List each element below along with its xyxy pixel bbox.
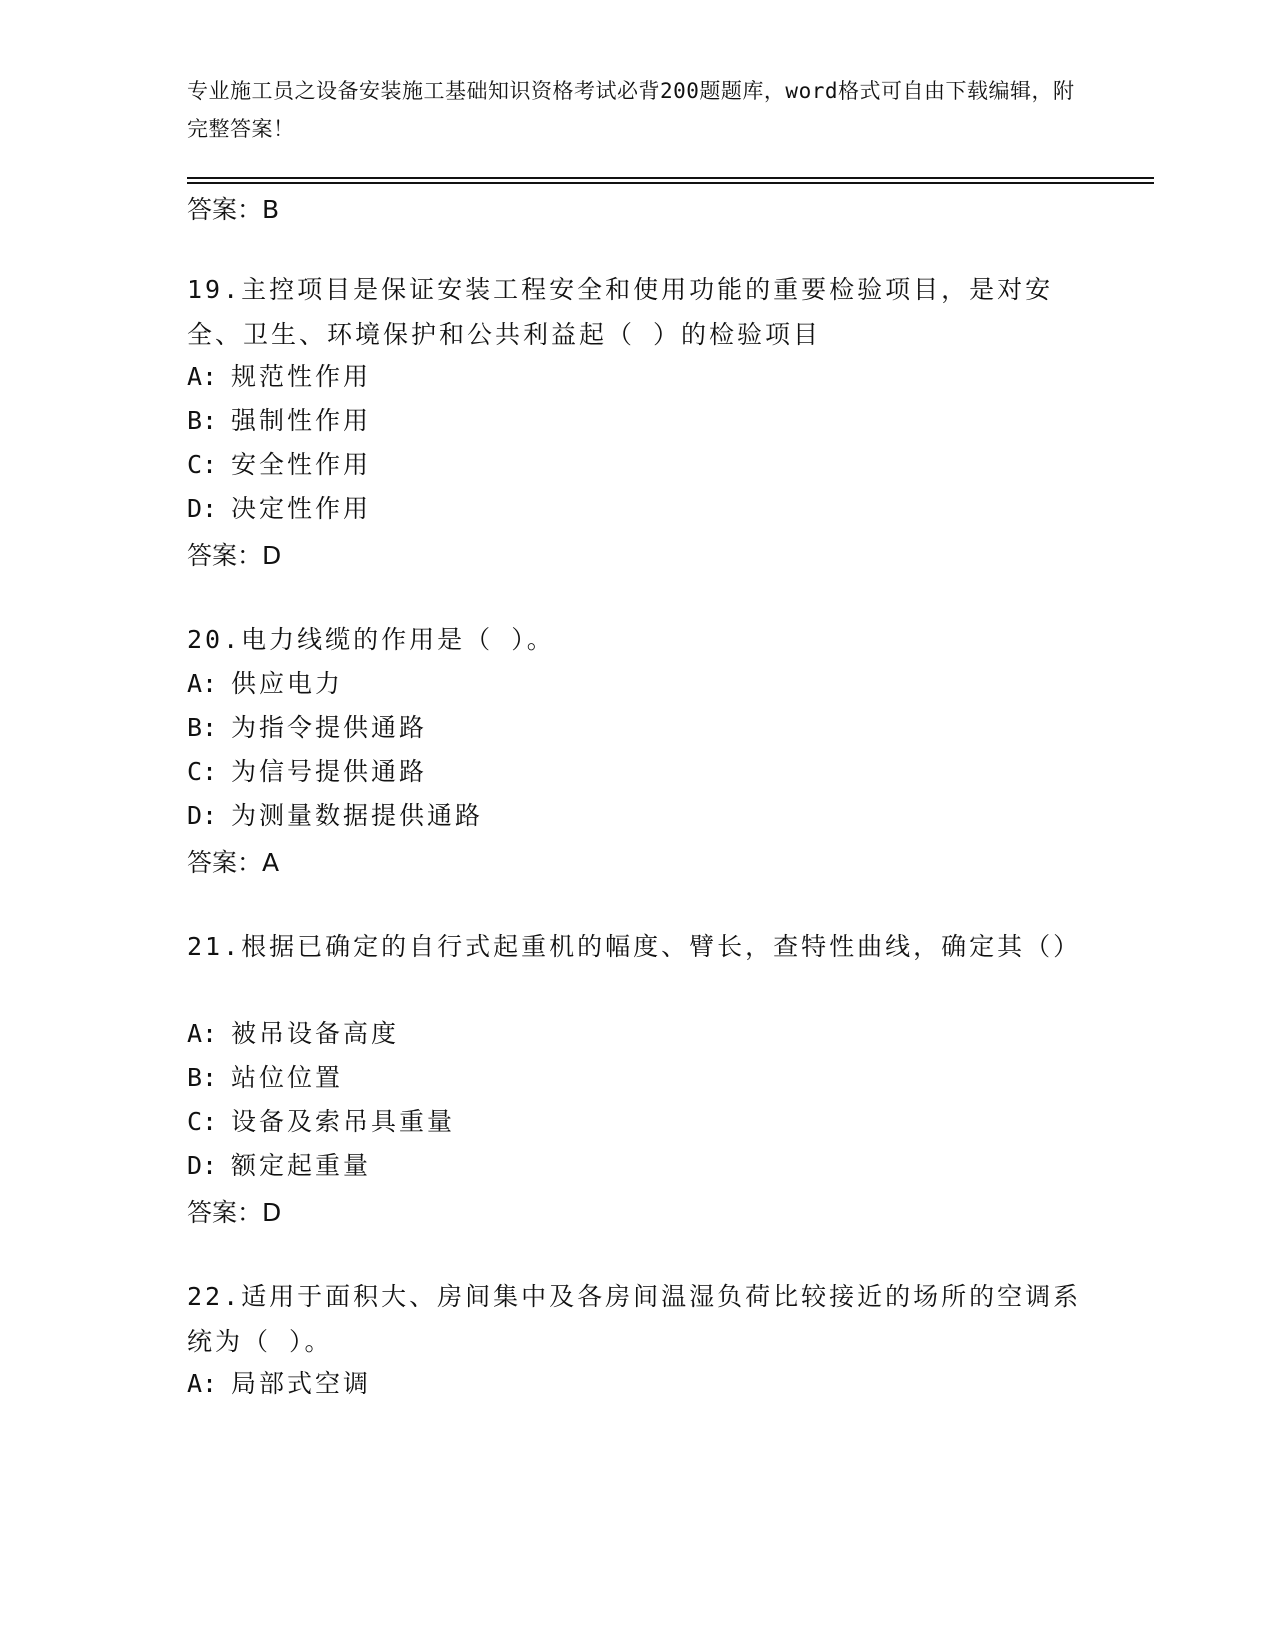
question-20-option-d <box>187 793 483 838</box>
option-text: 为测量数据提供通路 <box>231 801 484 830</box>
option-letter: A: <box>187 1019 218 1048</box>
option-text: 设备及索吊具重量 <box>231 1107 456 1136</box>
option-text: 为指令提供通路 <box>231 713 428 742</box>
option-letter: B: <box>187 1063 218 1092</box>
answer-q18: 答案：B <box>187 195 280 224</box>
question-20-text: 20.电力线缆的作用是（ ）。 <box>187 625 555 654</box>
option-letter: A: <box>187 362 218 391</box>
question-19-option-b <box>187 398 371 443</box>
option-letter: B: <box>187 713 218 742</box>
header-divider-top <box>187 177 1154 179</box>
option-letter: C: <box>187 450 218 479</box>
option-text: 强制性作用 <box>231 406 372 435</box>
option-text: 决定性作用 <box>231 494 372 523</box>
option-text: 安全性作用 <box>231 450 372 479</box>
option-letter: D: <box>187 1151 218 1180</box>
option-letter: A: <box>187 669 218 698</box>
option-text: 站位位置 <box>231 1063 344 1092</box>
option-letter: D: <box>187 801 218 830</box>
answer-q21: 答案：D <box>187 1198 282 1227</box>
option-letter: D: <box>187 494 218 523</box>
option-text: 供应电力 <box>231 669 344 698</box>
question-22-text: 22.适用于面积大、房间集中及各房间温湿负荷比较接近的场所的空调系统为（ ）。 <box>187 1282 1082 1356</box>
option-letter: C: <box>187 757 218 786</box>
answer-q20: 答案：A <box>187 848 280 877</box>
option-text: 规范性作用 <box>231 362 372 391</box>
question-19-option-d <box>187 486 371 531</box>
option-text: 为信号提供通路 <box>231 757 428 786</box>
header-divider-bottom <box>187 182 1154 184</box>
question-21-text: 21.根据已确定的自行式起重机的幅度、臂长，查特性曲线，确定其（） <box>187 932 1082 961</box>
question-19-option-a <box>187 354 371 399</box>
question-21-option-a <box>187 1011 399 1056</box>
question-20-option-b <box>187 705 427 750</box>
option-letter: C: <box>187 1107 218 1136</box>
option-letter: B: <box>187 406 218 435</box>
option-text: 被吊设备高度 <box>231 1019 400 1048</box>
option-text: 局部式空调 <box>231 1369 372 1398</box>
answer-q19: 答案：D <box>187 541 282 570</box>
question-19-option-c <box>187 442 371 487</box>
page-header-title: 专业施工员之设备安装施工基础知识资格考试必背200题题库，word格式可自由下载编辑，附完整答案！ <box>187 79 1075 141</box>
question-22-option-a <box>187 1361 371 1406</box>
question-21-option-c <box>187 1099 455 1144</box>
question-20-option-a <box>187 661 343 706</box>
question-20-option-c <box>187 749 427 794</box>
question-21-option-b <box>187 1055 343 1100</box>
question-19-text: 19.主控项目是保证安装工程安全和使用功能的重要检验项目，是对安全、卫生、环境保护和公共利益起（ ）的检验项目 <box>187 275 1054 349</box>
option-text: 额定起重量 <box>231 1151 372 1180</box>
question-21-option-d <box>187 1143 371 1188</box>
option-letter: A: <box>187 1369 218 1398</box>
